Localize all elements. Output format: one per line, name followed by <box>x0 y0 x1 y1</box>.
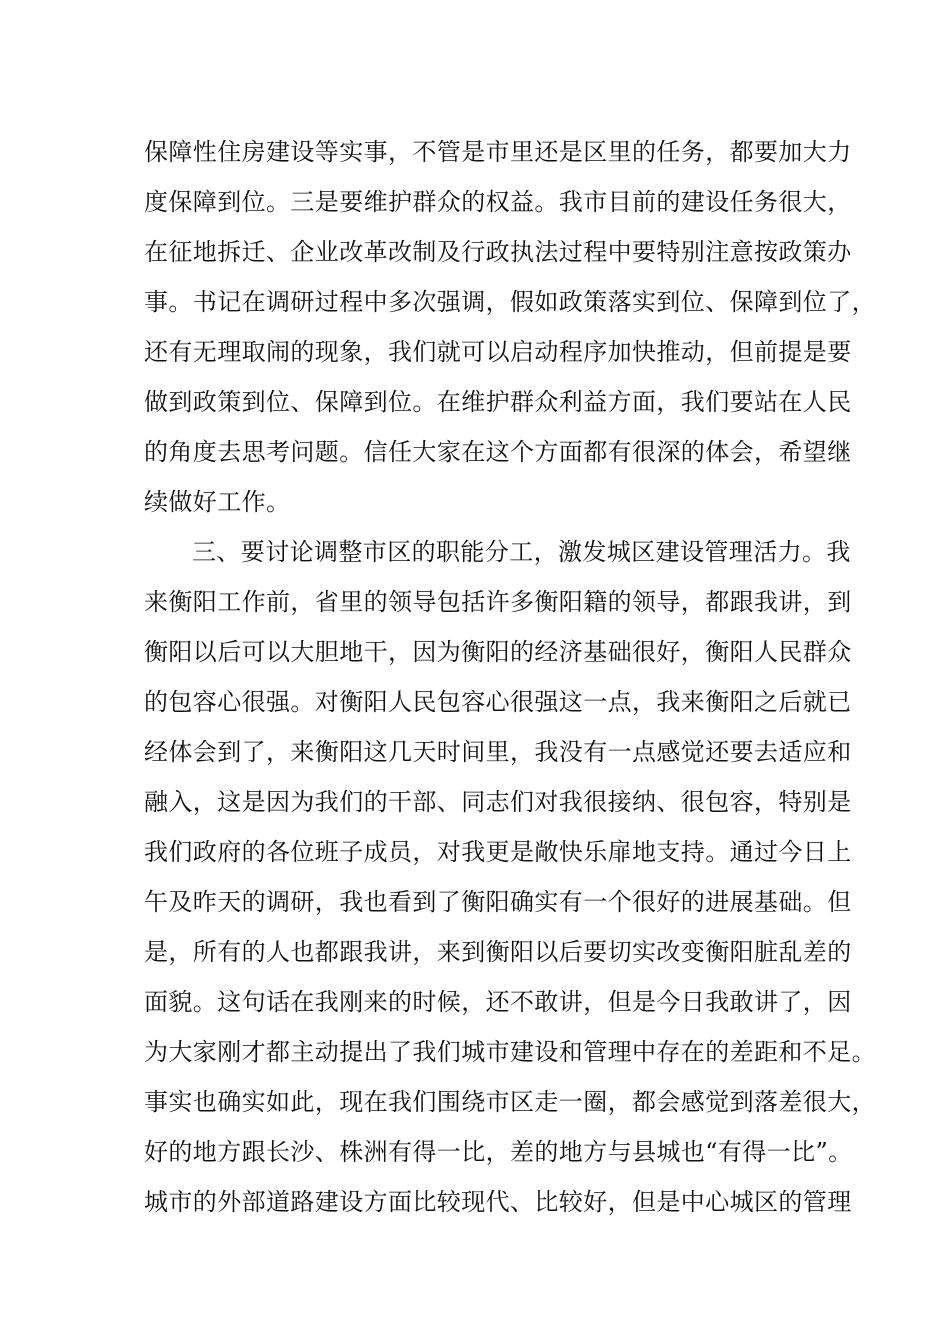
text-line: 为大家刚才都主动提出了我们城市建设和管理中存在的差距和不足。 <box>144 1038 876 1066</box>
text-line: 的角度去思考问题。信任大家在这个方面都有很深的体会，希望继 <box>144 438 852 466</box>
text-line: 还有无理取闹的现象，我们就可以启动程序加快推动，但前提是要 <box>144 338 852 366</box>
text-line: 城市的外部道路建设方面比较现代、比较好，但是中心城区的管理 <box>144 1188 852 1216</box>
text-line: 保障性住房建设等实事，不管是市里还是区里的任务，都要加大力 <box>144 138 852 166</box>
text-line: 经体会到了，来衡阳这几天时间里，我没有一点感觉还要去适应和 <box>144 738 852 766</box>
text-line: 做到政策到位、保障到位。在维护群众利益方面，我们要站在人民 <box>144 388 852 416</box>
text-line: 面貌。这句话在我刚来的时候，还不敢讲，但是今日我敢讲了，因 <box>144 988 852 1016</box>
text-line: 事实也确实如此，现在我们围绕市区走一圈，都会感觉到落差很大， <box>144 1088 876 1116</box>
text-line: 是，所有的人也都跟我讲，来到衡阳以后要切实改变衡阳脏乱差的 <box>144 938 852 966</box>
text-line: 午及昨天的调研，我也看到了衡阳确实有一个很好的进展基础。但 <box>144 888 852 916</box>
body-text <box>144 127 876 1227</box>
text-line: 我们政府的各位班子成员，对我更是敞快乐扉地支持。通过今日上 <box>144 838 852 866</box>
text-line: 度保障到位。三是要维护群众的权益。我市目前的建设任务很大， <box>144 188 852 216</box>
text-line: 好的地方跟长沙、株洲有得一比，差的地方与县城也“有得一比”。 <box>144 1138 853 1166</box>
text-line: 事。书记在调研过程中多次强调，假如政策落实到位、保障到位了， <box>144 288 876 316</box>
text-line: 衡阳以后可以大胆地干，因为衡阳的经济基础很好，衡阳人民群众 <box>144 638 852 666</box>
text-line: 的包容心很强。对衡阳人民包容心很强这一点，我来衡阳之后就已 <box>144 688 852 716</box>
text-line: 来衡阳工作前，省里的领导包括许多衡阳籍的领导，都跟我讲，到 <box>144 588 852 616</box>
text-line: 融入，这是因为我们的干部、同志们对我很接纳、很包容，特别是 <box>144 788 852 816</box>
text-line: 在征地拆迁、企业改革改制及行政执法过程中要特别注意按政策办 <box>144 238 852 266</box>
text-line: 续做好工作。 <box>144 488 291 516</box>
section-heading-line: 三、要讨论调整市区的职能分工，激发城区建设管理活力。我 <box>192 538 851 566</box>
